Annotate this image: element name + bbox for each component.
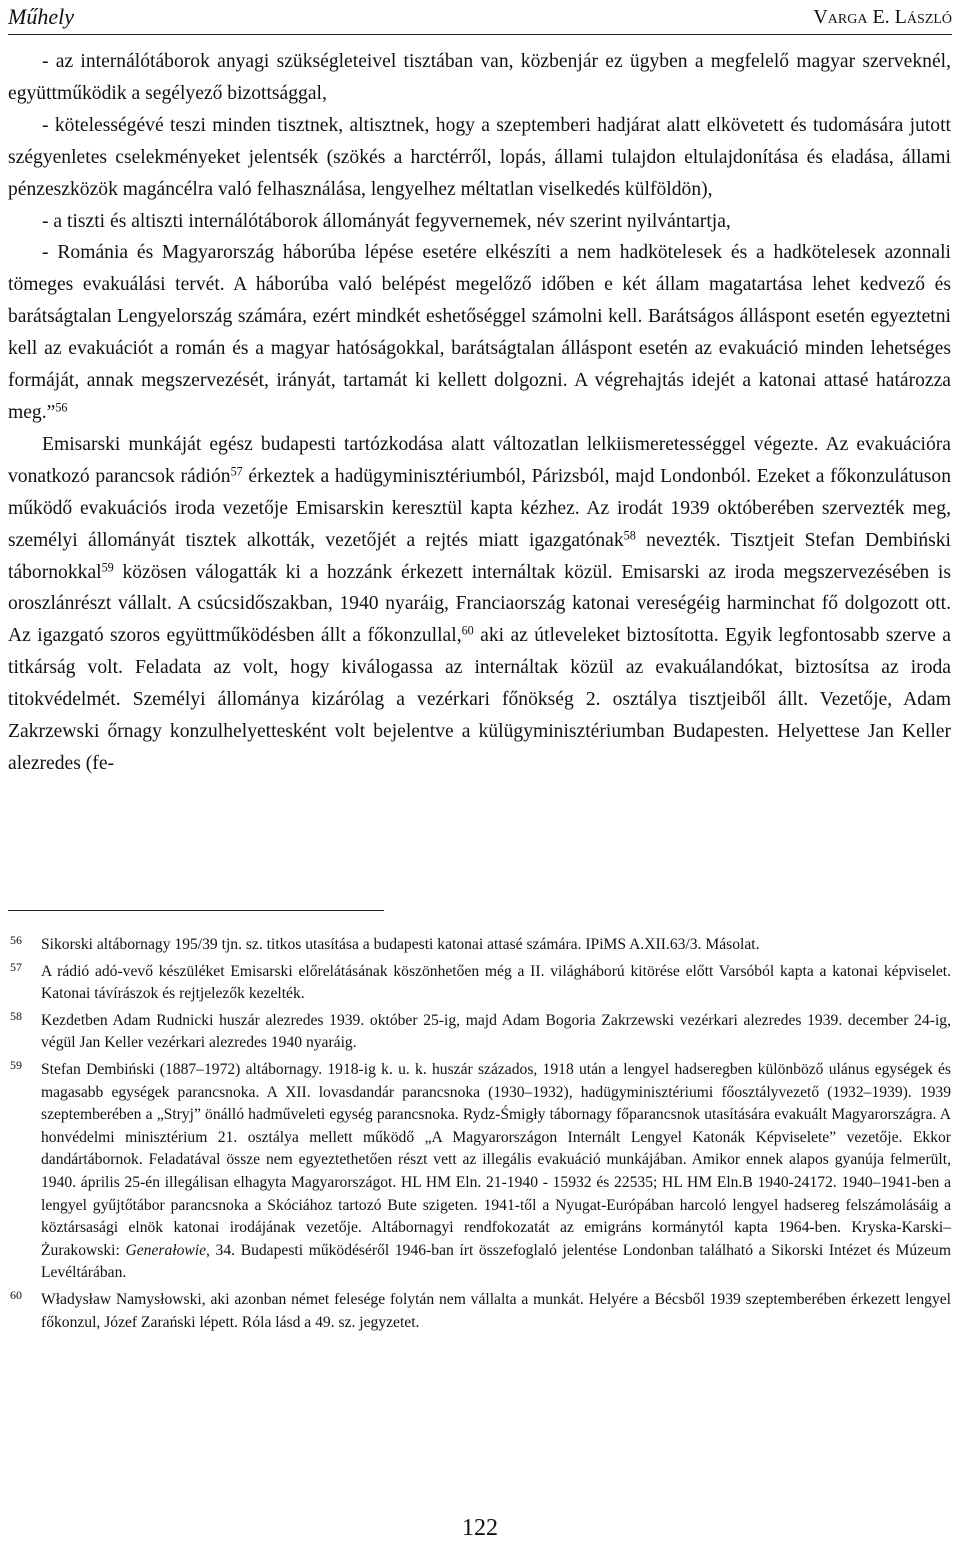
footnote-ref[interactable]: 60 <box>461 623 474 638</box>
body-text <box>8 46 951 780</box>
paragraph-bullet-2: - kötelességévé teszi minden tisztnek, altisztnek, hogy a szeptemberi hadjárat alatt elkövetett és tudomására jutott szégyenletes cselekményeket jelentsék (szökés a harctérről, lopás, állami tulajdon eltulajdonítása és eladása, állami pénzeszközök magáncélra való felhasználása, lengyelhez méltatlan viselkedés külföldön), <box>8 114 951 200</box>
header-divider <box>8 34 952 35</box>
footnote-italic-title: Generałowie, <box>125 1241 210 1259</box>
footnote-57 <box>8 961 951 1006</box>
footnote-ref[interactable]: 59 <box>101 559 114 574</box>
footnote-text: Kezdetben Adam Rudnicki huszár alezredes 1939. október 25-ig, majd Adam Bogoria Zakrzewski vezérkari alezredes 1939. december 24-ig, végül Jan Keller vezérkari alezredes 1940 nyaráig. <box>41 1011 951 1052</box>
paragraph-text: Emisarski munkáját egész budapesti tartózkodása alatt változatlan lelkiismeretességgel végezte. Az evakuációra vonatkozó parancsok rádión <box>8 433 951 487</box>
paragraph-text: aki az útleveleket biztosította. Egyik legfontosabb szerve a titkárság volt. Feladata az volt, hogy kiválogassa az internáltak közül az evakuálandókat, biztosítsa az iroda titokvédelmét. Személyi állománya kizárólag a vezérkari főnökség 2. osztálya tisztjeiből állt. Vezetője, Adam Zakrzewski őrnagy konzulhelyettesként volt bejelentve a külügyminisztériumban Budapesten. Helyettese Jan Keller alezredes (fe- <box>8 625 951 774</box>
footnote-text: A rádió adó-vevő készüléket Emisarski előrelátásának köszönhetően még a II. világháború kitörése előtt Varsóból kapta a katonai képviselet. Katonai távírászok és rejtjelezők kezelték. <box>41 962 951 1003</box>
footnote-text: 34. Budapesti működéséről 1946-ban írt összefoglaló jelentése Londonban található a Sikorski Intézet és Múzeum Levéltárában. <box>41 1241 951 1282</box>
footnote-text: Władysław Namysłowski, aki azonban német felesége folytán nem vállalta a munkát. Helyére a Bécsből 1939 szeptemberében érkezett lengyel főkonzul, Józef Zarański lépett. Róla lásd a 49. sz. jegyzetet. <box>41 1290 951 1331</box>
paragraph-bullet-4 <box>8 237 951 428</box>
paragraph-text: nevezték. Tisztjeit Stefan Dembiński tábornokkal <box>8 529 951 583</box>
page-number: 122 <box>462 1515 498 1541</box>
paragraph-bullet-1: - az internálótáborok anyagi szükségleteivel tisztában van, közbenjár ez ügyben a megfelelő magyar szerveknél, együttműködik a segélyező bizottsággal, <box>8 51 951 104</box>
paragraph-bullet-3: - a tiszti és altiszti internálótáborok állományát fegyvernemek, név szerint nyilvántartja, <box>42 210 731 232</box>
footnote-60 <box>8 1289 951 1334</box>
footnote-59 <box>8 1059 951 1285</box>
running-header <box>8 4 952 34</box>
paragraph-main <box>8 429 951 780</box>
footnote-ref[interactable]: 56 <box>55 400 68 415</box>
footnote-text: Stefan Dembiński (1887–1972) altábornagy. 1918-ig k. u. k. huszár százados, 1918 után a lengyel hadseregben különböző ulánus egységek és magasabb egységek parancsnoka. A XII. lovasdandár parancsnoka (1930–1932), hadügyminisztériumi főosztályvezető (1932–1939). 1939 szeptemberében a „Stryj” önálló hadműveleti egység parancsnoka. Rydz-Śmigły tábornagy főparancsnok utasítására evakuált Magyarországra. A honvédelmi minisztérium 21. osztálya mellett működő „A Magyarországon Internált Lengyel Katonák Képviselete” vezetője. Ekkor dandártábornok. Feladatával össze nem egyeztethetően részt vett az illegális evakuáció munkájában. Amikor ennek alapos gyanúja felmerült, 1940. április 25-én illegálisan elhagyta Magyarországot. HL HM Eln. 21-1940 - 15932 és 22535; HL HM Eln.B 1940-24172. 1940–1941-ben a lengyel gyűjtőtábor parancsnoka a Skóciához tartozó Bute szigeten. 1941-től a Nyugat-Európában harcoló lengyel hadsereg felszámolásáig a köztársasági elnök katonai irodájának vezetője. Altábornagyi rendfokozatát az emigráns kormánytól kapta 1964-ben. Kryska-Karski–Żurakowski: <box>41 1060 951 1259</box>
footnote-number: 58 <box>10 1008 22 1023</box>
footnote-number: 56 <box>10 933 22 947</box>
paragraph-text: - Románia és Magyarország háborúba lépése esetére elkészíti a nem hadkötelesek és a hadkötelesek azonnali tömeges evakuálási tervét. A háborúba való belépést megelőző időben e két állam magatartása lehet kedvező és barátságtalan Lengyelország számára, ezért mindkét eshetőséggel számolni kell. Barátságos álláspont esetén egyeztetni kell az evakuációt a román és a magyar hatóságokkal, barátságtalan álláspont esetén az evakuáció minden lehetséges formáját, annak megszervezését, irányát, tartamát ki kellett dolgozni. A végrehajtás idejét a katonai attasé határozza meg.” <box>8 242 951 423</box>
footnote-ref[interactable]: 58 <box>623 527 636 542</box>
footnote-ref[interactable]: 57 <box>230 464 243 479</box>
paragraph-text: közösen válogatták ki a hozzánk érkezett internáltak közül. Emisarski az iroda megszervezésében is oroszlánrészt vállalt. A csúcsidőszakban, 1940 nyaráig, Franciaország katonai vereségéig harminchat fő dolgozott ott. Az igazgató szoros együttműködésben állt a főkonzullal, <box>8 561 951 647</box>
footnote-56 <box>8 934 951 957</box>
section-title: Műhely <box>8 4 74 29</box>
footnote-58 <box>8 1010 951 1055</box>
footnote-number: 59 <box>10 1057 22 1072</box>
footnotes <box>8 934 951 1338</box>
author-name: Varga E. László <box>813 6 952 28</box>
footnote-number: 60 <box>10 1287 22 1302</box>
footnote-text: Sikorski altábornagy 195/39 tjn. sz. titkos utasítása a budapesti katonai attasé számára. IPiMS A.XII.63/3. Másolat. <box>41 936 760 953</box>
footnote-divider <box>8 910 384 911</box>
footnote-number: 57 <box>10 959 22 974</box>
paragraph-text: érkeztek a hadügyminisztériumból, Párizsból, majd Londonból. Ezeket a főkonzulátuson működő evakuációs iroda vezetője Emisarskin keresztül kapta kézhez. Az irodát 1939 októberében szervezték meg, személyi állományát tisztek alkották, vezetőjét a rejtés miatt igazgatónak <box>8 465 951 551</box>
